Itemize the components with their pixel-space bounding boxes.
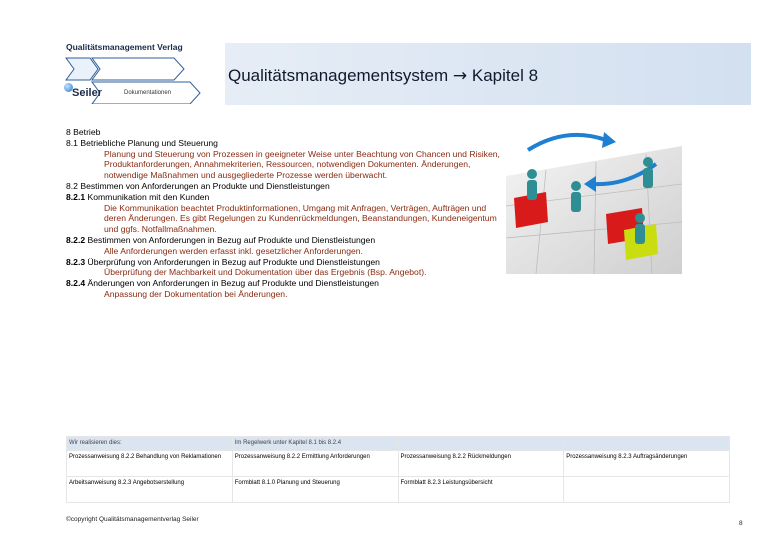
table-row bbox=[67, 477, 730, 503]
section-heading bbox=[66, 181, 506, 192]
puzzle-people-illustration bbox=[506, 126, 682, 274]
page-title bbox=[228, 66, 538, 86]
requirement-description: Anpassung der Dokumentation bei Änderungen. bbox=[104, 288, 288, 299]
logo-name: Seiler bbox=[72, 87, 102, 99]
title-text: Qualitätsmanagementsystem bbox=[228, 66, 449, 85]
section-title: Kommunikation mit den Kunden bbox=[85, 191, 210, 202]
section-heading bbox=[66, 138, 506, 149]
logo-subtitle: Dokumentationen bbox=[124, 90, 172, 96]
section-number: 8 bbox=[66, 127, 71, 137]
arrow-right-icon: → bbox=[452, 66, 468, 86]
section-title: Änderungen von Anforderungen in Bezug auf Produkte und Dienstleistungen bbox=[85, 278, 379, 289]
section-heading bbox=[66, 235, 506, 246]
table-row bbox=[67, 451, 730, 477]
table-cell: Prozessanweisung 8.2.2 Behandlung von Reklamationen bbox=[67, 451, 233, 477]
copyright: ©copyright Qualitätsmanagementverlag Seiler bbox=[66, 516, 199, 523]
table-cell bbox=[564, 477, 730, 503]
section-title: Betrieb bbox=[70, 127, 101, 137]
chapter-content bbox=[66, 127, 506, 300]
realization-table bbox=[66, 436, 730, 503]
section-heading bbox=[66, 192, 506, 203]
section-number: 8.2.4 bbox=[66, 278, 86, 289]
table-cell: Prozessanweisung 8.2.2 Ermittlung Anforderungen bbox=[232, 451, 398, 477]
section-title: Betriebliche Planung und Steuerung bbox=[77, 137, 218, 148]
table-cell bbox=[398, 437, 564, 451]
section-number: 8.2.3 bbox=[66, 256, 86, 267]
section-heading bbox=[66, 278, 506, 289]
table-row bbox=[67, 437, 730, 451]
requirement-description: Planung und Steuerung von Prozessen in geeigneter Weise unter Beachtung von Chancen und Risiken, Produktanforderungen, Annahmekriterien, Ressourcen, notwendigen Dokumenten. Änderungen, notwendige Maßnahmen und ausgegliederte Prozesse werden überwacht. bbox=[104, 148, 500, 181]
section-title: Bestimmen von Anforderungen an Produkte und Dienstleistungen bbox=[77, 180, 330, 191]
chapter-text: Kapitel 8 bbox=[471, 66, 539, 85]
requirement-description: Alle Anforderungen werden erfasst inkl. gesetzlicher Anforderungen. bbox=[104, 245, 363, 256]
section-title: Bestimmen von Anforderungen in Bezug auf Produkte und Dienstleistungen bbox=[85, 234, 376, 245]
requirement-description: Die Kommunikation beachtet Produktinformationen, Umgang mit Anfragen, Verträgen, Aufträgen und deren Änderungen. Es gibt Regelungen zu Kundenrückmeldungen, Beanstandungen, Kundeneigentum und ggfs. Notfallmaßnahmen. bbox=[104, 202, 497, 235]
requirement-description: Überprüfung der Machbarkeit und Dokumentation über das Ergebnis (Bsp. Angebot). bbox=[104, 267, 427, 278]
table-cell: Arbeitsanweisung 8.2.3 Angebotserstellung bbox=[67, 477, 233, 503]
table-cell: Formblatt 8.1.0 Planung und Steuerung bbox=[232, 477, 398, 503]
section-number: 8.2.1 bbox=[66, 191, 86, 202]
section-number: 8.2.2 bbox=[66, 234, 86, 245]
table-cell: Wir realisieren dies: bbox=[67, 437, 233, 451]
section-number: 8.1 bbox=[66, 137, 78, 148]
table-cell: Im Regelwerk unter Kapitel 8.1 bis 8.2.4 bbox=[232, 437, 398, 451]
table-cell: Prozessanweisung 8.2.3 Auftragsänderungen bbox=[564, 451, 730, 477]
section-title: Überprüfung von Anforderungen in Bezug auf Produkte und Dienstleistungen bbox=[85, 256, 380, 267]
section-number: 8.2 bbox=[66, 180, 78, 191]
page-number: 8 bbox=[739, 520, 743, 527]
table-cell bbox=[564, 437, 730, 451]
table-cell: Formblatt 8.2.3 Leistungsübersicht bbox=[398, 477, 564, 503]
publisher-logo bbox=[62, 42, 212, 108]
section-heading bbox=[66, 257, 506, 268]
section-heading bbox=[66, 127, 506, 138]
logo-title: Qualitätsmanagement Verlag bbox=[66, 42, 183, 52]
table-cell: Prozessanweisung 8.2.2 Rückmeldungen bbox=[398, 451, 564, 477]
